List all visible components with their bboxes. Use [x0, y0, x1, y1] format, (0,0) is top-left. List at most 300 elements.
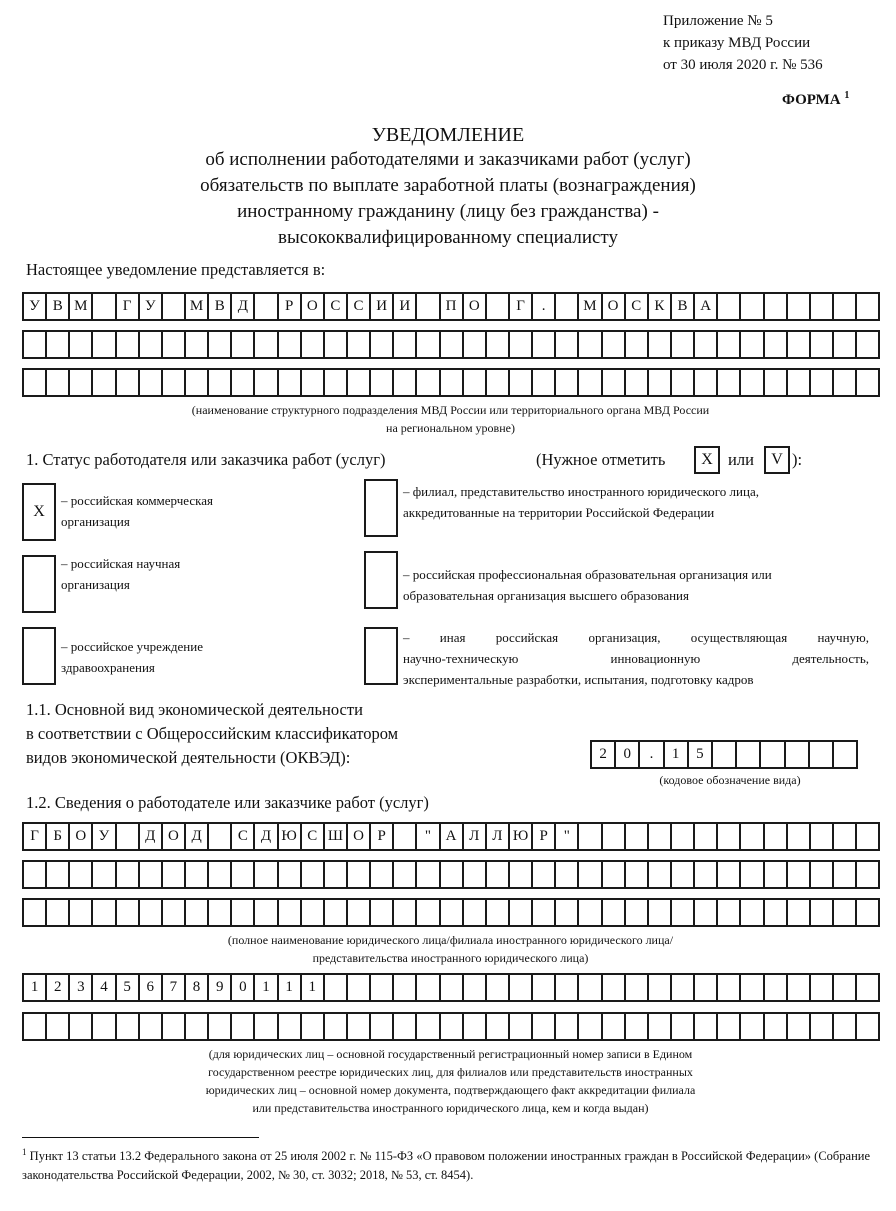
recipient-row-2-cell[interactable]: [45, 330, 68, 359]
recipient-row-3-cell[interactable]: [647, 368, 670, 397]
okved-code-row-cell[interactable]: 1: [663, 740, 687, 769]
employer-name-row-1-cell[interactable]: О: [161, 822, 184, 851]
employer-name-row-3-cell[interactable]: [531, 898, 554, 927]
recipient-row-2-cell[interactable]: [832, 330, 855, 359]
recipient-row-2-cell[interactable]: [786, 330, 809, 359]
recipient-row-1-cell[interactable]: [739, 292, 762, 321]
employer-name-row-3-cell[interactable]: [91, 898, 114, 927]
employer-name-row-1-cell[interactable]: [392, 822, 415, 851]
recipient-row-1-cell[interactable]: [415, 292, 438, 321]
status-branch-checkbox[interactable]: [364, 479, 398, 537]
employer-name-row-1-cell[interactable]: Ю: [277, 822, 300, 851]
employer-name-row-1-cell[interactable]: Л: [485, 822, 508, 851]
recipient-row-3-cell[interactable]: [809, 368, 832, 397]
employer-name-row-1-cell[interactable]: [207, 822, 230, 851]
status-healthcare-checkbox[interactable]: [22, 627, 56, 685]
employer-name-row-1-cell[interactable]: [577, 822, 600, 851]
employer-name-row-2-cell[interactable]: [184, 860, 207, 889]
employer-name-row-3-cell[interactable]: [832, 898, 855, 927]
employer-name-row-1-cell[interactable]: Л: [462, 822, 485, 851]
recipient-row-1-cell[interactable]: [809, 292, 832, 321]
employer-name-row-3-cell[interactable]: [439, 898, 462, 927]
recipient-row-1-cell[interactable]: Г: [115, 292, 138, 321]
employer-name-row-3-cell[interactable]: [554, 898, 577, 927]
recipient-row-2-cell[interactable]: [22, 330, 45, 359]
employer-name-row-1-cell[interactable]: У: [91, 822, 114, 851]
recipient-row-2-cell[interactable]: [369, 330, 392, 359]
recipient-row-2-cell[interactable]: [554, 330, 577, 359]
employer-name-row-1-cell[interactable]: О: [346, 822, 369, 851]
recipient-row-3-cell[interactable]: [716, 368, 739, 397]
employer-ogrn-row-2-cell[interactable]: [670, 1012, 693, 1041]
employer-ogrn-row-2-cell[interactable]: [161, 1012, 184, 1041]
recipient-row-2-cell[interactable]: [161, 330, 184, 359]
employer-name-row-1-cell[interactable]: Б: [45, 822, 68, 851]
status-scientific-checkbox[interactable]: [22, 555, 56, 613]
employer-ogrn-row-cell[interactable]: [485, 973, 508, 1002]
recipient-row-2-cell[interactable]: [253, 330, 276, 359]
employer-ogrn-row-cell[interactable]: [624, 973, 647, 1002]
recipient-row-3-cell[interactable]: [462, 368, 485, 397]
employer-ogrn-row-cell[interactable]: 9: [207, 973, 230, 1002]
employer-name-row-3-cell[interactable]: [716, 898, 739, 927]
recipient-row-2-cell[interactable]: [577, 330, 600, 359]
employer-name-row-3-cell[interactable]: [485, 898, 508, 927]
employer-ogrn-row-cell[interactable]: [346, 973, 369, 1002]
okved-code-row-cell[interactable]: 2: [590, 740, 614, 769]
employer-name-row-2-cell[interactable]: [624, 860, 647, 889]
employer-ogrn-row-cell[interactable]: [693, 973, 716, 1002]
employer-name-row-2-cell[interactable]: [739, 860, 762, 889]
employer-name-row-2-cell[interactable]: [763, 860, 786, 889]
recipient-row-1-cell[interactable]: [253, 292, 276, 321]
recipient-row-2-cell[interactable]: [115, 330, 138, 359]
employer-ogrn-row-cell[interactable]: [601, 973, 624, 1002]
recipient-row-1-cell[interactable]: М: [577, 292, 600, 321]
recipient-row-2-cell[interactable]: [392, 330, 415, 359]
employer-ogrn-row-cell[interactable]: 6: [138, 973, 161, 1002]
employer-ogrn-row-2-cell[interactable]: [91, 1012, 114, 1041]
employer-name-row-2-cell[interactable]: [554, 860, 577, 889]
recipient-row-1-cell[interactable]: [554, 292, 577, 321]
recipient-row-2-cell[interactable]: [68, 330, 91, 359]
employer-name-row-3-cell[interactable]: [415, 898, 438, 927]
recipient-row-3-cell[interactable]: [577, 368, 600, 397]
recipient-row-3-cell[interactable]: [253, 368, 276, 397]
employer-name-row-3-cell[interactable]: [184, 898, 207, 927]
okved-code-row-cell[interactable]: 0: [614, 740, 638, 769]
recipient-row-3-cell[interactable]: [693, 368, 716, 397]
employer-name-row-2-cell[interactable]: [207, 860, 230, 889]
okved-code-row-cell[interactable]: [711, 740, 735, 769]
recipient-row-3-cell[interactable]: [323, 368, 346, 397]
employer-name-row-1-cell[interactable]: [832, 822, 855, 851]
recipient-row-2-cell[interactable]: [323, 330, 346, 359]
employer-name-row-1-cell[interactable]: [786, 822, 809, 851]
recipient-row-2-cell[interactable]: [277, 330, 300, 359]
recipient-row-1-cell[interactable]: Д: [230, 292, 253, 321]
employer-ogrn-row-cell[interactable]: 3: [68, 973, 91, 1002]
employer-name-row-1-cell[interactable]: А: [439, 822, 462, 851]
employer-name-row-3-cell[interactable]: [601, 898, 624, 927]
recipient-row-1-cell[interactable]: .: [531, 292, 554, 321]
recipient-row-2-cell[interactable]: [647, 330, 670, 359]
employer-name-row-1-cell[interactable]: [855, 822, 878, 851]
employer-name-row-2-cell[interactable]: [161, 860, 184, 889]
recipient-row-1-cell[interactable]: У: [22, 292, 45, 321]
employer-name-row-2-cell[interactable]: [508, 860, 531, 889]
recipient-row-1-cell[interactable]: М: [68, 292, 91, 321]
employer-name-row-2-cell[interactable]: [855, 860, 878, 889]
recipient-row-2-cell[interactable]: [809, 330, 832, 359]
recipient-row-3-cell[interactable]: [508, 368, 531, 397]
okved-code-row-cell[interactable]: 5: [687, 740, 711, 769]
employer-name-row-3-cell[interactable]: [577, 898, 600, 927]
employer-name-row-1-cell[interactable]: [624, 822, 647, 851]
employer-name-row-2-cell[interactable]: [323, 860, 346, 889]
recipient-row-1-cell[interactable]: К: [647, 292, 670, 321]
recipient-row-3-cell[interactable]: [670, 368, 693, 397]
employer-ogrn-row-cell[interactable]: 7: [161, 973, 184, 1002]
employer-name-row-1-cell[interactable]: [670, 822, 693, 851]
employer-name-row-3-cell[interactable]: [670, 898, 693, 927]
employer-name-row-3-cell[interactable]: [369, 898, 392, 927]
employer-name-row-3-cell[interactable]: [45, 898, 68, 927]
recipient-row-3-cell[interactable]: [138, 368, 161, 397]
recipient-row-3-cell[interactable]: [392, 368, 415, 397]
employer-ogrn-row-2-cell[interactable]: [138, 1012, 161, 1041]
okved-code-row-cell[interactable]: [735, 740, 759, 769]
recipient-row-2-cell[interactable]: [855, 330, 878, 359]
employer-name-row-3-cell[interactable]: [508, 898, 531, 927]
recipient-row-3-cell[interactable]: [763, 368, 786, 397]
employer-name-row-2-cell[interactable]: [68, 860, 91, 889]
recipient-row-1-cell[interactable]: [786, 292, 809, 321]
recipient-row-3-cell[interactable]: [277, 368, 300, 397]
recipient-row-2-cell[interactable]: [763, 330, 786, 359]
employer-name-row-2-cell[interactable]: [300, 860, 323, 889]
recipient-row-3-cell[interactable]: [115, 368, 138, 397]
employer-ogrn-row-2-cell[interactable]: [68, 1012, 91, 1041]
employer-name-row-2-cell[interactable]: [647, 860, 670, 889]
employer-name-row-2-cell[interactable]: [670, 860, 693, 889]
employer-name-row-1-cell[interactable]: [763, 822, 786, 851]
employer-name-row-1-cell[interactable]: [716, 822, 739, 851]
recipient-row-1-cell[interactable]: С: [323, 292, 346, 321]
employer-name-row-3-cell[interactable]: [462, 898, 485, 927]
employer-name-row-2-cell[interactable]: [485, 860, 508, 889]
employer-ogrn-row-cell[interactable]: [763, 973, 786, 1002]
employer-name-row-1-cell[interactable]: С: [300, 822, 323, 851]
employer-ogrn-row-cell[interactable]: [415, 973, 438, 1002]
employer-ogrn-row-2-cell[interactable]: [601, 1012, 624, 1041]
recipient-row-3-cell[interactable]: [230, 368, 253, 397]
status-commercial-checkbox[interactable]: X: [22, 483, 56, 541]
employer-name-row-1-cell[interactable]: [739, 822, 762, 851]
employer-name-row-2-cell[interactable]: [577, 860, 600, 889]
employer-name-row-3-cell[interactable]: [346, 898, 369, 927]
employer-ogrn-row-cell[interactable]: 0: [230, 973, 253, 1002]
recipient-row-3-cell[interactable]: [786, 368, 809, 397]
employer-name-row-2-cell[interactable]: [253, 860, 276, 889]
employer-ogrn-row-cell[interactable]: [392, 973, 415, 1002]
employer-ogrn-row-cell[interactable]: 5: [115, 973, 138, 1002]
recipient-row-3-cell[interactable]: [45, 368, 68, 397]
employer-name-row-3-cell[interactable]: [624, 898, 647, 927]
employer-name-row-3-cell[interactable]: [392, 898, 415, 927]
employer-name-row-1-cell[interactable]: [693, 822, 716, 851]
recipient-row-3-cell[interactable]: [531, 368, 554, 397]
employer-ogrn-row-cell[interactable]: [554, 973, 577, 1002]
recipient-row-1-cell[interactable]: [855, 292, 878, 321]
employer-ogrn-row-2-cell[interactable]: [22, 1012, 45, 1041]
employer-name-row-2-cell[interactable]: [22, 860, 45, 889]
employer-ogrn-row-cell[interactable]: 1: [300, 973, 323, 1002]
okved-code-row-cell[interactable]: .: [638, 740, 662, 769]
status-education-checkbox[interactable]: [364, 551, 398, 609]
employer-ogrn-row-cell[interactable]: [439, 973, 462, 1002]
employer-ogrn-row-cell[interactable]: 1: [22, 973, 45, 1002]
recipient-row-2-cell[interactable]: [693, 330, 716, 359]
recipient-row-3-cell[interactable]: [207, 368, 230, 397]
recipient-row-2-cell[interactable]: [601, 330, 624, 359]
employer-name-row-2-cell[interactable]: [346, 860, 369, 889]
recipient-row-3-cell[interactable]: [855, 368, 878, 397]
recipient-row-2-cell[interactable]: [230, 330, 253, 359]
employer-name-row-2-cell[interactable]: [392, 860, 415, 889]
employer-ogrn-row-2-cell[interactable]: [392, 1012, 415, 1041]
employer-name-row-1-cell[interactable]: [647, 822, 670, 851]
employer-name-row-1-cell[interactable]: Ю: [508, 822, 531, 851]
employer-ogrn-row-2-cell[interactable]: [485, 1012, 508, 1041]
recipient-row-2-cell[interactable]: [346, 330, 369, 359]
employer-ogrn-row-2-cell[interactable]: [786, 1012, 809, 1041]
employer-name-row-2-cell[interactable]: [809, 860, 832, 889]
recipient-row-3-cell[interactable]: [485, 368, 508, 397]
employer-ogrn-row-cell[interactable]: [647, 973, 670, 1002]
employer-name-row-2-cell[interactable]: [415, 860, 438, 889]
employer-ogrn-row-2-cell[interactable]: [508, 1012, 531, 1041]
recipient-row-2-cell[interactable]: [138, 330, 161, 359]
recipient-row-2-cell[interactable]: [300, 330, 323, 359]
recipient-row-1-cell[interactable]: О: [601, 292, 624, 321]
employer-ogrn-row-2-cell[interactable]: [693, 1012, 716, 1041]
employer-name-row-1-cell[interactable]: Г: [22, 822, 45, 851]
employer-ogrn-row-cell[interactable]: [716, 973, 739, 1002]
recipient-row-1-cell[interactable]: И: [392, 292, 415, 321]
employer-ogrn-row-2-cell[interactable]: [809, 1012, 832, 1041]
employer-name-row-1-cell[interactable]: Ш: [323, 822, 346, 851]
employer-name-row-2-cell[interactable]: [462, 860, 485, 889]
recipient-row-3-cell[interactable]: [601, 368, 624, 397]
okved-code-row-cell[interactable]: [808, 740, 832, 769]
employer-name-row-1-cell[interactable]: Р: [369, 822, 392, 851]
employer-name-row-2-cell[interactable]: [138, 860, 161, 889]
recipient-row-1-cell[interactable]: О: [462, 292, 485, 321]
recipient-row-1-cell[interactable]: Г: [508, 292, 531, 321]
employer-ogrn-row-2-cell[interactable]: [207, 1012, 230, 1041]
employer-name-row-1-cell[interactable]: Д: [184, 822, 207, 851]
employer-name-row-3-cell[interactable]: [693, 898, 716, 927]
employer-ogrn-row-2-cell[interactable]: [323, 1012, 346, 1041]
employer-name-row-1-cell[interactable]: [601, 822, 624, 851]
employer-ogrn-row-2-cell[interactable]: [832, 1012, 855, 1041]
employer-name-row-2-cell[interactable]: [601, 860, 624, 889]
recipient-row-3-cell[interactable]: [300, 368, 323, 397]
employer-name-row-2-cell[interactable]: [439, 860, 462, 889]
employer-ogrn-row-2-cell[interactable]: [45, 1012, 68, 1041]
employer-ogrn-row-2-cell[interactable]: [462, 1012, 485, 1041]
recipient-row-1-cell[interactable]: И: [369, 292, 392, 321]
employer-ogrn-row-2-cell[interactable]: [554, 1012, 577, 1041]
employer-ogrn-row-2-cell[interactable]: [346, 1012, 369, 1041]
recipient-row-3-cell[interactable]: [369, 368, 392, 397]
recipient-row-2-cell[interactable]: [624, 330, 647, 359]
recipient-row-3-cell[interactable]: [68, 368, 91, 397]
recipient-row-2-cell[interactable]: [485, 330, 508, 359]
employer-name-row-2-cell[interactable]: [786, 860, 809, 889]
employer-ogrn-row-cell[interactable]: [531, 973, 554, 1002]
employer-ogrn-row-2-cell[interactable]: [415, 1012, 438, 1041]
employer-name-row-1-cell[interactable]: [809, 822, 832, 851]
employer-ogrn-row-2-cell[interactable]: [855, 1012, 878, 1041]
recipient-row-3-cell[interactable]: [554, 368, 577, 397]
recipient-row-2-cell[interactable]: [207, 330, 230, 359]
employer-ogrn-row-cell[interactable]: [670, 973, 693, 1002]
recipient-row-1-cell[interactable]: [91, 292, 114, 321]
recipient-row-2-cell[interactable]: [462, 330, 485, 359]
recipient-row-2-cell[interactable]: [439, 330, 462, 359]
recipient-row-3-cell[interactable]: [91, 368, 114, 397]
employer-ogrn-row-2-cell[interactable]: [577, 1012, 600, 1041]
recipient-row-3-cell[interactable]: [739, 368, 762, 397]
employer-ogrn-row-cell[interactable]: 2: [45, 973, 68, 1002]
employer-ogrn-row-cell[interactable]: [809, 973, 832, 1002]
employer-name-row-3-cell[interactable]: [763, 898, 786, 927]
employer-ogrn-row-2-cell[interactable]: [716, 1012, 739, 1041]
recipient-row-1-cell[interactable]: [716, 292, 739, 321]
employer-name-row-1-cell[interactable]: Д: [138, 822, 161, 851]
recipient-row-1-cell[interactable]: [161, 292, 184, 321]
employer-name-row-3-cell[interactable]: [115, 898, 138, 927]
employer-name-row-1-cell[interactable]: Д: [253, 822, 276, 851]
employer-name-row-1-cell[interactable]: О: [68, 822, 91, 851]
employer-name-row-3-cell[interactable]: [161, 898, 184, 927]
recipient-row-2-cell[interactable]: [716, 330, 739, 359]
employer-name-row-3-cell[interactable]: [855, 898, 878, 927]
employer-name-row-3-cell[interactable]: [207, 898, 230, 927]
employer-name-row-1-cell[interactable]: ": [415, 822, 438, 851]
okved-code-row-cell[interactable]: [832, 740, 856, 769]
employer-ogrn-row-cell[interactable]: [739, 973, 762, 1002]
employer-name-row-1-cell[interactable]: С: [230, 822, 253, 851]
recipient-row-2-cell[interactable]: [531, 330, 554, 359]
employer-ogrn-row-2-cell[interactable]: [739, 1012, 762, 1041]
employer-ogrn-row-cell[interactable]: [323, 973, 346, 1002]
employer-ogrn-row-cell[interactable]: [462, 973, 485, 1002]
employer-name-row-3-cell[interactable]: [253, 898, 276, 927]
recipient-row-2-cell[interactable]: [91, 330, 114, 359]
recipient-row-1-cell[interactable]: А: [693, 292, 716, 321]
employer-name-row-3-cell[interactable]: [68, 898, 91, 927]
employer-ogrn-row-2-cell[interactable]: [647, 1012, 670, 1041]
okved-code-row-cell[interactable]: [784, 740, 808, 769]
employer-name-row-1-cell[interactable]: Р: [531, 822, 554, 851]
employer-ogrn-row-2-cell[interactable]: [184, 1012, 207, 1041]
employer-name-row-2-cell[interactable]: [230, 860, 253, 889]
recipient-row-1-cell[interactable]: [832, 292, 855, 321]
recipient-row-3-cell[interactable]: [346, 368, 369, 397]
recipient-row-2-cell[interactable]: [739, 330, 762, 359]
employer-ogrn-row-cell[interactable]: [369, 973, 392, 1002]
employer-ogrn-row-2-cell[interactable]: [253, 1012, 276, 1041]
recipient-row-1-cell[interactable]: Р: [277, 292, 300, 321]
recipient-row-3-cell[interactable]: [832, 368, 855, 397]
employer-ogrn-row-cell[interactable]: 4: [91, 973, 114, 1002]
recipient-row-1-cell[interactable]: О: [300, 292, 323, 321]
employer-ogrn-row-cell[interactable]: [786, 973, 809, 1002]
recipient-row-1-cell[interactable]: В: [207, 292, 230, 321]
employer-name-row-3-cell[interactable]: [277, 898, 300, 927]
employer-name-row-2-cell[interactable]: [369, 860, 392, 889]
employer-ogrn-row-cell[interactable]: 1: [277, 973, 300, 1002]
employer-ogrn-row-2-cell[interactable]: [624, 1012, 647, 1041]
recipient-row-2-cell[interactable]: [184, 330, 207, 359]
recipient-row-3-cell[interactable]: [161, 368, 184, 397]
employer-name-row-2-cell[interactable]: [91, 860, 114, 889]
recipient-row-1-cell[interactable]: У: [138, 292, 161, 321]
employer-name-row-3-cell[interactable]: [300, 898, 323, 927]
recipient-row-1-cell[interactable]: В: [670, 292, 693, 321]
employer-ogrn-row-2-cell[interactable]: [300, 1012, 323, 1041]
recipient-row-2-cell[interactable]: [508, 330, 531, 359]
recipient-row-3-cell[interactable]: [624, 368, 647, 397]
recipient-row-3-cell[interactable]: [415, 368, 438, 397]
employer-ogrn-row-2-cell[interactable]: [115, 1012, 138, 1041]
recipient-row-1-cell[interactable]: П: [439, 292, 462, 321]
employer-name-row-3-cell[interactable]: [323, 898, 346, 927]
employer-ogrn-row-cell[interactable]: 1: [253, 973, 276, 1002]
employer-name-row-3-cell[interactable]: [809, 898, 832, 927]
employer-ogrn-row-cell[interactable]: [832, 973, 855, 1002]
employer-ogrn-row-2-cell[interactable]: [277, 1012, 300, 1041]
employer-ogrn-row-cell[interactable]: [577, 973, 600, 1002]
employer-name-row-1-cell[interactable]: [115, 822, 138, 851]
employer-name-row-3-cell[interactable]: [22, 898, 45, 927]
recipient-row-2-cell[interactable]: [415, 330, 438, 359]
employer-ogrn-row-cell[interactable]: [855, 973, 878, 1002]
recipient-row-3-cell[interactable]: [439, 368, 462, 397]
employer-name-row-2-cell[interactable]: [716, 860, 739, 889]
recipient-row-1-cell[interactable]: С: [346, 292, 369, 321]
recipient-row-1-cell[interactable]: [485, 292, 508, 321]
recipient-row-3-cell[interactable]: [22, 368, 45, 397]
employer-name-row-2-cell[interactable]: [277, 860, 300, 889]
employer-name-row-2-cell[interactable]: [531, 860, 554, 889]
employer-name-row-3-cell[interactable]: [230, 898, 253, 927]
recipient-row-2-cell[interactable]: [670, 330, 693, 359]
employer-name-row-3-cell[interactable]: [739, 898, 762, 927]
employer-name-row-2-cell[interactable]: [45, 860, 68, 889]
employer-ogrn-row-2-cell[interactable]: [439, 1012, 462, 1041]
employer-ogrn-row-cell[interactable]: 8: [184, 973, 207, 1002]
recipient-row-1-cell[interactable]: С: [624, 292, 647, 321]
employer-name-row-1-cell[interactable]: ": [554, 822, 577, 851]
employer-name-row-2-cell[interactable]: [115, 860, 138, 889]
employer-ogrn-row-2-cell[interactable]: [763, 1012, 786, 1041]
status-other-checkbox[interactable]: [364, 627, 398, 685]
recipient-row-1-cell[interactable]: В: [45, 292, 68, 321]
